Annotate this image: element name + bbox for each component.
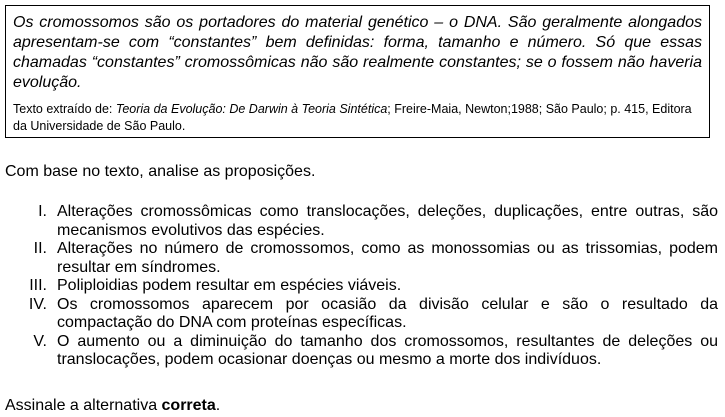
closing-suffix: . — [215, 397, 221, 414]
intro-text: Com base no texto, analise as proposições. — [5, 163, 316, 180]
proposition-item — [5, 277, 718, 296]
citation-book-title: Teoria da Evolução: De Darwin à Teoria Sintética — [115, 102, 388, 116]
citation — [13, 101, 702, 135]
proposition-item — [5, 240, 718, 277]
citation-prefix: Texto extraído de: — [13, 102, 116, 116]
proposition-numeral: III. — [29, 277, 47, 294]
proposition-text: Alterações no número de cromossomos, como as monossomias ou as trissomias, podem resultar em síndromes. — [57, 240, 718, 276]
propositions-list — [5, 203, 718, 370]
citation-suffix: ; Freire-Maia, Newton;1988; São Paulo; p. 415, Editora da Universidade de São Paulo. — [13, 102, 692, 133]
proposition-item — [5, 203, 718, 240]
proposition-text: Poliploidias podem resultar em espécies viáveis. — [57, 277, 402, 294]
closing-emphasis: correta — [161, 397, 216, 414]
proposition-numeral: I. — [38, 203, 47, 220]
quote-box — [5, 5, 710, 138]
proposition-item — [5, 333, 718, 370]
proposition-numeral: II. — [33, 240, 47, 257]
quote-text: Os cromossomos são os portadores do material genético – o DNA. São geralmente alongados apresentam-se com “constantes” bem definidas: forma, tamanho e número. Só que essas chamadas “constantes” cromossômicas não são realmente constantes; se o fossem não haveria evolução. — [13, 14, 702, 91]
proposition-numeral: IV. — [28, 295, 47, 313]
proposition-item — [5, 296, 718, 333]
proposition-text: O aumento ou a diminuição do tamanho dos cromossomos, resultantes de deleções ou translocações, podem ocasionar doenças ou mesmo a morte dos indivíduos. — [57, 332, 718, 368]
proposition-text: Alterações cromossômicas como translocações, deleções, duplicações, entre outras, são mecanismos evolutivos das espécies. — [57, 203, 718, 239]
closing-instruction — [5, 396, 220, 416]
proposition-text: Os cromossomos aparecem por ocasião da divisão celular e são o resultado da compactação do DNA com proteínas específicas. — [57, 295, 718, 331]
closing-prefix: Assinale a alternativa — [5, 397, 162, 414]
proposition-numeral: V. — [33, 332, 47, 350]
